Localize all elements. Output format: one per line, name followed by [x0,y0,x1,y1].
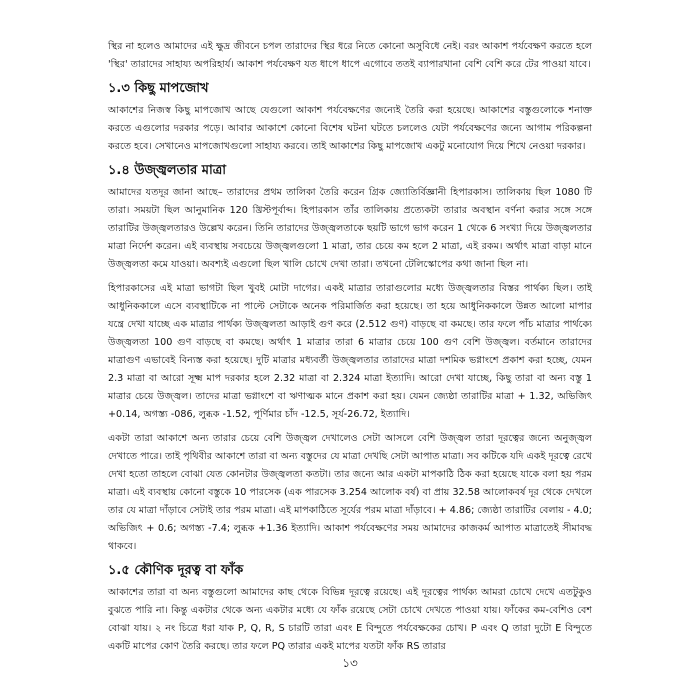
paragraph-magnitude-scale: হিপারকাসের এই মাত্রা ভাগটা ছিল খুবই মোটা দাগের। একই মাত্রার তারাগুলোর মধ্যে উজ্জ্বলতার বিস্তর পার্থক্য ছিল। তাই আধুনিককালে এসে ব্যবস্থাটিকে না পাল্টে সেটাকে অনেক পরিমার্জিত করা হয়েছে। তা হয়ে আধুনিককালে উন্নত আলো মাপার যন্ত্রে দেখা যাচ্ছে এক মাত্রার পার্থক্য উজ্জ্বলতা আড়াই গুণ করে (2.512 গুণ) বাড়ছে বা কমছে। তার ফলে পাঁচ মাত্রার পার্থক্যে উজ্জ্বলতা 100 গুণ বাড়ছে বা কমছে। অর্থাৎ 1 মাত্রার তারা 6 মাত্রার চেয়ে 100 গুণ বেশি উজ্জ্বল। বর্তমানে তারাদের মাত্রাগুণ এভাবেই বিন্যস্ত করা হয়েছে। দুটি মাত্রার মধ্যবর্তী উজ্জ্বলতার তারাদের মাত্রা দশমিক ভগ্নাংশে প্রকাশ করা হচ্ছে, যেমন 2.3 মাত্রা বা আরো সূক্ষ্ম মাপ দরকার হলে 2.32 মাত্রা বা 2.324 মাত্রা ইত্যাদি। আরো দেখা যাচ্ছে, কিছু তারা বা অন্য বস্তু 1 মাত্রার চেয়ে উজ্জ্বল। তাদের মাত্রা ভগ্নাংশে বা ঋণাত্মক মানে প্রকাশ করা হয়। যেমন জ্যেষ্ঠা তারাটির মাত্রা + 1.32, অভিজিৎ +0.14, অগস্ত্য -086, লুব্ধক -1.52, পূর্ণিমার চাঁদ -12.5, সূর্য-26.72, ইত্যাদি। [108,283,592,420]
paragraph-measurements: আকাশের নিজস্ব কিছু মাপজোখ আছে যেগুলো আকাশ পর্যবেক্ষণের জন্যেই তৈরি করা হয়েছে। আকাশের বস্তুগুলোকে শনাক্ত করতে এগুলোর দরকার পড়ে। আবার আকাশে কোনো বিশেষ ঘটনা ঘটতে চললেও যেটা পর্যবেক্ষণের জন্যে আগাম পরিকল্পনা করতে হবে। সেখানেও মাপজোখগুলো সাহায্য করবে। তাই আকাশের কিছু মাপজোখ একটু মনোযোগ দিয়ে শিখে নেওয়া দরকার। [108,105,592,152]
paragraph-absolute-magnitude: একটা তারা আকাশে অন্য তারার চেয়ে বেশি উজ্জ্বল দেখালেও সেটা আসলে বেশি উজ্জ্বল তারা দূরত্বের জন্যে অনুজ্জ্বল দেখাতে পারে। তাই পৃথিবীর আকাশে তারা বা অন্য বস্তুদের যে মাত্রা দেখছি সেটা আপাত মাত্রা। সব কটিকে যদি একই দূরত্বে রেখে দেখা হতো তাহলে বোঝা যেত কোনটার উজ্জ্বলতা কতটা। তার জন্যে আর একটা মাপকাঠি ঠিক করা হয়েছে যাকে বলা হয় পরম মাত্রা। এই ব্যবস্থায় কোনো বস্তুকে 10 পারসেক (এক পারসেক 3.254 আলোক বর্ষ) বা প্রায় 32.58 আলোকবর্ষ দূর থেকে দেখলে তার যে মাত্রা দাঁড়াবে সেটাই তার পরম মাত্রা। এই মাপকাঠিতে সূর্যের পরম মাত্রা দাঁড়াবে। + 4.86; জ্যেষ্ঠা তারাটির বেলায় - 4.0; অভিজিৎ + 0.6; অগস্ত্য -7.4; লুব্ধক +1.36 ইত্যাদি। আকাশ পর্যবেক্ষণের সময় আমাদের কাজকর্ম আপাত মাত্রাতেই সীমাবদ্ধ থাকবে। [108,433,592,552]
page-number: ১৩ [342,656,358,670]
paragraph-intro: স্থির না হলেও আমাদের এই ক্ষুদ্র জীবনে চপল তারাদের স্থির ধরে নিতে কোনো অসুবিধে নেই। বরং আকাশ পর্যবেক্ষণ করতে হলে 'স্থির' তারাদের সাহায্য অপরিহার্য। আকাশ পর্যবেক্ষণ যত ধাপে ধাপে এগোবে ততই ব্যাপারখানা বেশি বেশি করে টের পাওয়া যাবে। [108,41,592,70]
section-heading-1-5: ১.৫ কৌণিক দূরত্ব বা ফাঁক [108,563,244,578]
section-heading-1-4: ১.৪ উজ্জ্বলতার মাত্রা [108,163,227,178]
section-heading-1-3: ১.৩ কিছু মাপজোখ [108,81,209,96]
paragraph-angular-distance: আকাশের তারা বা অন্য বস্তুগুলো আমাদের কাছ থেকে বিভিন্ন দূরত্বে রয়েছে। এই দূরত্বের পার্থক্য আমরা চোখে দেখে এতটুকুও বুঝতে পারি না। কিন্তু একটার থেকে অন্য একটার মধ্যে যে ফাঁক রয়েছে সেটা চোখে দেখতে পাওয়া যায়। ফাঁকের কম-বেশিও বেশ বোঝা যায়। ২ নং চিত্রে ধরা যাক P, Q, R, S চারটি তারা এবং E বিন্দুতে পর্যবেক্ষকের চোখ। P এবং Q তারা দুটো E বিন্দুতে একটি মাপের কোণ তৈরি করছে। তার ফলে PQ তারার একই মাপের যতটা ফাঁক RS তারার [108,587,592,652]
paragraph-hipparchus: আমাদের যতদূর জানা আছে– তারাদের প্রথম তালিকা তৈরি করেন গ্রিক জ্যোতির্বিজ্ঞানী হিপারকাস। তালিকায় ছিল 1080 টি তারা। সময়টা ছিল আনুমানিক 120 খ্রিস্টপূর্বাব্দ। হিপারকাস তাঁর তালিকায় প্রত্যেকটা তারার অবস্থান বর্ণনা করার সঙ্গে সঙ্গে তারাটির উজ্জ্বলতারও উল্লেখ করেন। তিনি তারাদের উজ্জ্বলতাকে ছয়টি ভাগে ভাগ করেন 1 থেকে 6 সংখ্যা দিয়ে উজ্জ্বলতার মাত্রা নির্দেশ করেন। এই ব্যবস্থায় সবচেয়ে উজ্জ্বলগুলো 1 মাত্রা, তার চেয়ে কম হলে 2 মাত্রা, এই রকম। অর্থাৎ মাত্রা বাড়া মানে উজ্জ্বলতা কমে যাওয়া। অবশ্যই এগুলো ছিল খালি চোখে দেখা তারা। তখনো টেলিস্কোপের কথা জানা ছিল না। [108,187,592,270]
